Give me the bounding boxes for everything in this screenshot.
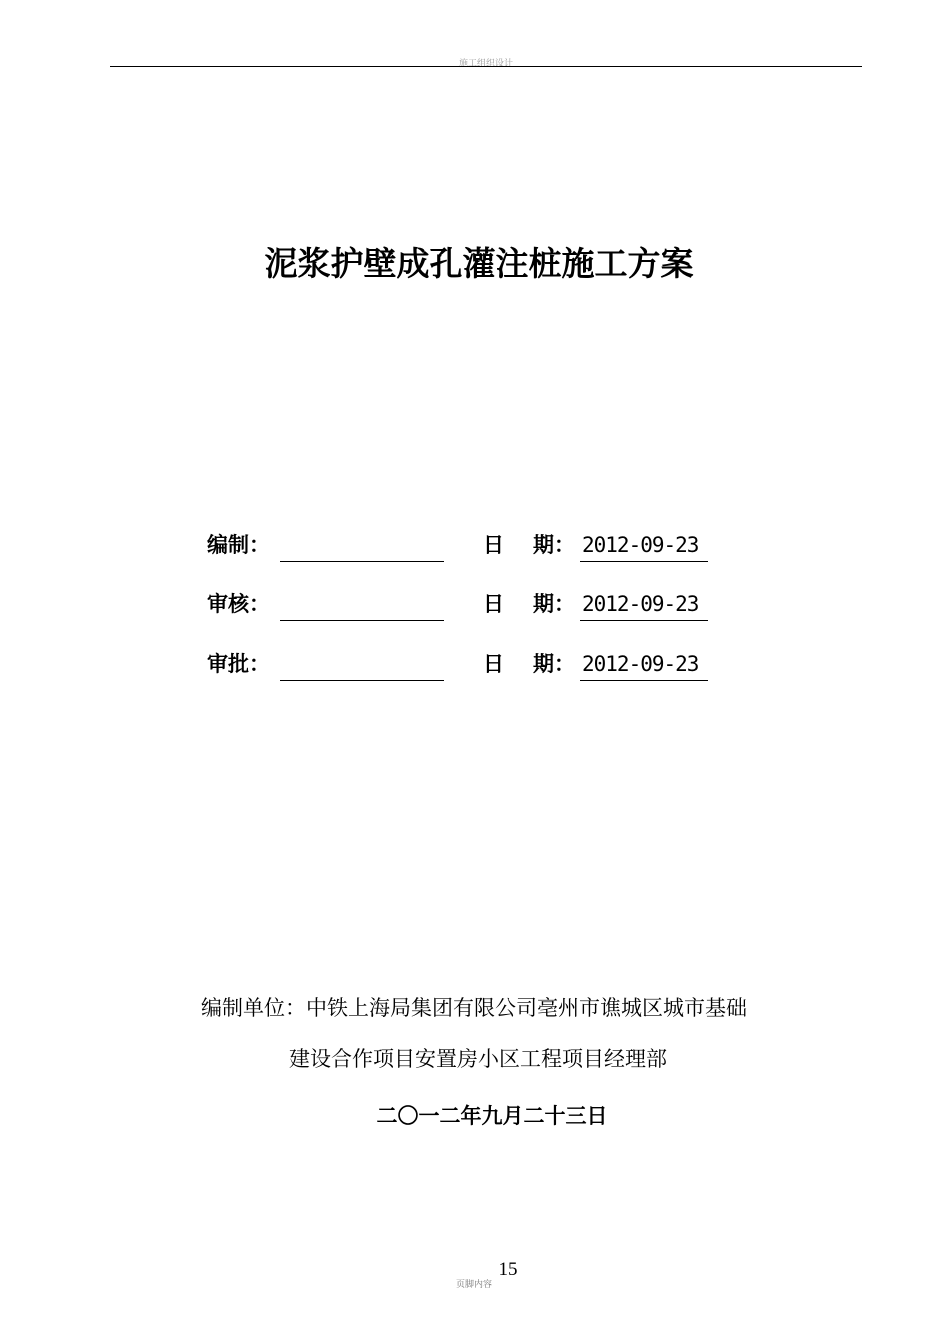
compile-label: 编制： bbox=[207, 533, 270, 557]
approve-date-label-period: 期： bbox=[533, 652, 575, 676]
approve-signature-line bbox=[280, 680, 444, 681]
review-date-label-day: 日 bbox=[483, 592, 504, 616]
organization-line-1: 编制单位：中铁上海局集团有限公司亳州市谯城区城市基础 bbox=[201, 996, 747, 1020]
document-date: 二〇一二年九月二十三日 bbox=[376, 1104, 608, 1128]
compile-date-value: 2012-09-23 bbox=[582, 533, 699, 557]
organization-line-2: 建设合作项目安置房小区工程项目经理部 bbox=[289, 1047, 667, 1071]
review-date-label-period: 期： bbox=[533, 592, 575, 616]
compile-signature-line bbox=[280, 561, 444, 562]
approve-date-label-day: 日 bbox=[483, 652, 504, 676]
approve-date-line bbox=[580, 680, 708, 681]
review-signature-line bbox=[280, 620, 444, 621]
signoff-row-approve bbox=[0, 644, 950, 684]
header-rule bbox=[110, 66, 862, 67]
review-date-value: 2012-09-23 bbox=[582, 592, 699, 616]
page-footer-text: 页脚内容 bbox=[455, 1280, 492, 1290]
signoff-row-review bbox=[0, 584, 950, 624]
review-label: 审核： bbox=[207, 592, 270, 616]
page-number: 15 bbox=[498, 1259, 518, 1280]
approve-date-value: 2012-09-23 bbox=[582, 652, 699, 676]
compile-date-line bbox=[580, 561, 708, 562]
signoff-row-compile bbox=[0, 525, 950, 565]
document-title: 泥浆护壁成孔灌注桩施工方案 bbox=[264, 244, 694, 283]
approve-label: 审批： bbox=[207, 652, 270, 676]
review-date-line bbox=[580, 620, 708, 621]
compile-date-label-day: 日 bbox=[483, 533, 504, 557]
compile-date-label-period: 期： bbox=[533, 533, 575, 557]
page-header-text: 施工组织设计 bbox=[458, 59, 513, 69]
